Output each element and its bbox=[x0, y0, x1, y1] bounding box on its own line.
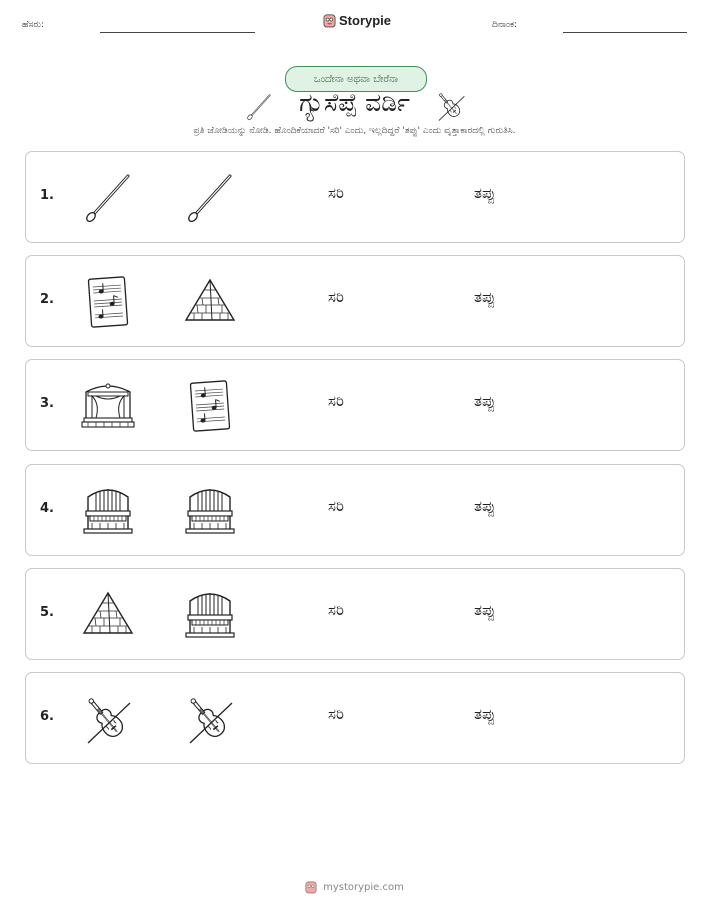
pyramid-icon bbox=[80, 587, 136, 643]
answer-right-option[interactable]: ಸರಿ bbox=[328, 184, 344, 202]
opera-stage-icon bbox=[80, 378, 136, 434]
name-field[interactable] bbox=[100, 32, 255, 33]
question-number: 3. bbox=[40, 396, 54, 412]
baton-icon bbox=[80, 170, 136, 226]
date-field[interactable] bbox=[563, 32, 687, 33]
question-number: 2. bbox=[40, 292, 54, 308]
instructions: ಪ್ರತಿ ಜೋಡಿಯನ್ನು ನೋಡಿ. ಹೊಂದಿಕೆಯಾದರೆ 'ಸರಿ' ಎಂದು, ಇಲ್ಲದಿದ್ದರೆ 'ತಪ್ಪು' ಎಂದು ವೃತ್ತಾಕಾರದಲ್ಲಿ ಗುರುತಿಸಿ. bbox=[193, 126, 516, 136]
violin-icon bbox=[80, 691, 136, 747]
question-row bbox=[25, 359, 685, 451]
question-row bbox=[25, 151, 685, 243]
answer-wrong-option[interactable]: ತಪ್ಪು bbox=[474, 600, 496, 619]
pipe-organ-icon bbox=[80, 483, 136, 539]
question-row bbox=[25, 568, 685, 660]
sheet-music-icon bbox=[80, 274, 136, 330]
question-row bbox=[25, 255, 685, 347]
question-number: 1. bbox=[40, 188, 54, 203]
answer-wrong-option[interactable]: ತಪ್ಪು bbox=[474, 288, 496, 307]
page-header bbox=[0, 0, 709, 40]
page-title: ಗ್ಯುಸೆಪ್ಪೆ ವರ್ಡಿ bbox=[299, 88, 410, 117]
question-number: 5. bbox=[40, 604, 54, 620]
pipe-organ-icon bbox=[182, 483, 238, 539]
answer-wrong-option[interactable]: ತಪ್ಪು bbox=[474, 392, 496, 411]
violin-icon bbox=[182, 691, 238, 747]
sheet-music-icon bbox=[182, 378, 238, 434]
storypie-mascot-icon bbox=[323, 13, 336, 28]
answer-right-option[interactable]: ಸರಿ bbox=[328, 392, 344, 411]
page-footer bbox=[0, 880, 709, 894]
storypie-logo bbox=[323, 13, 391, 28]
question-row bbox=[25, 672, 685, 764]
violin-icon bbox=[434, 88, 468, 124]
answer-right-option[interactable]: ಸರಿ bbox=[328, 496, 344, 515]
name-label: ಹೆಸರು: bbox=[22, 20, 45, 30]
date-label: ದಿನಾಂಕ: bbox=[492, 20, 518, 30]
baton-icon bbox=[182, 170, 238, 226]
worksheet-type-badge: ಒಂದೇನಾ ಅಥವಾ ಬೇರೆನಾ bbox=[285, 66, 427, 92]
pyramid-icon bbox=[182, 274, 238, 330]
question-number: 6. bbox=[40, 709, 54, 724]
answer-right-option[interactable]: ಸರಿ bbox=[328, 288, 344, 307]
question-row bbox=[25, 464, 685, 556]
storypie-mascot-icon bbox=[305, 880, 317, 894]
answer-wrong-option[interactable]: ತಪ್ಪು bbox=[474, 184, 496, 202]
answer-right-option[interactable]: ಸರಿ bbox=[328, 600, 344, 619]
pipe-organ-icon bbox=[182, 587, 238, 643]
answer-wrong-option[interactable]: ತಪ್ಪು bbox=[474, 496, 496, 515]
footer-url: mystorypie.com bbox=[323, 881, 404, 893]
answer-right-option[interactable]: ಸರಿ bbox=[328, 705, 344, 723]
answer-wrong-option[interactable]: ತಪ್ಪು bbox=[474, 705, 496, 723]
question-number: 4. bbox=[40, 500, 54, 516]
brand-name: Storypie bbox=[339, 13, 392, 28]
